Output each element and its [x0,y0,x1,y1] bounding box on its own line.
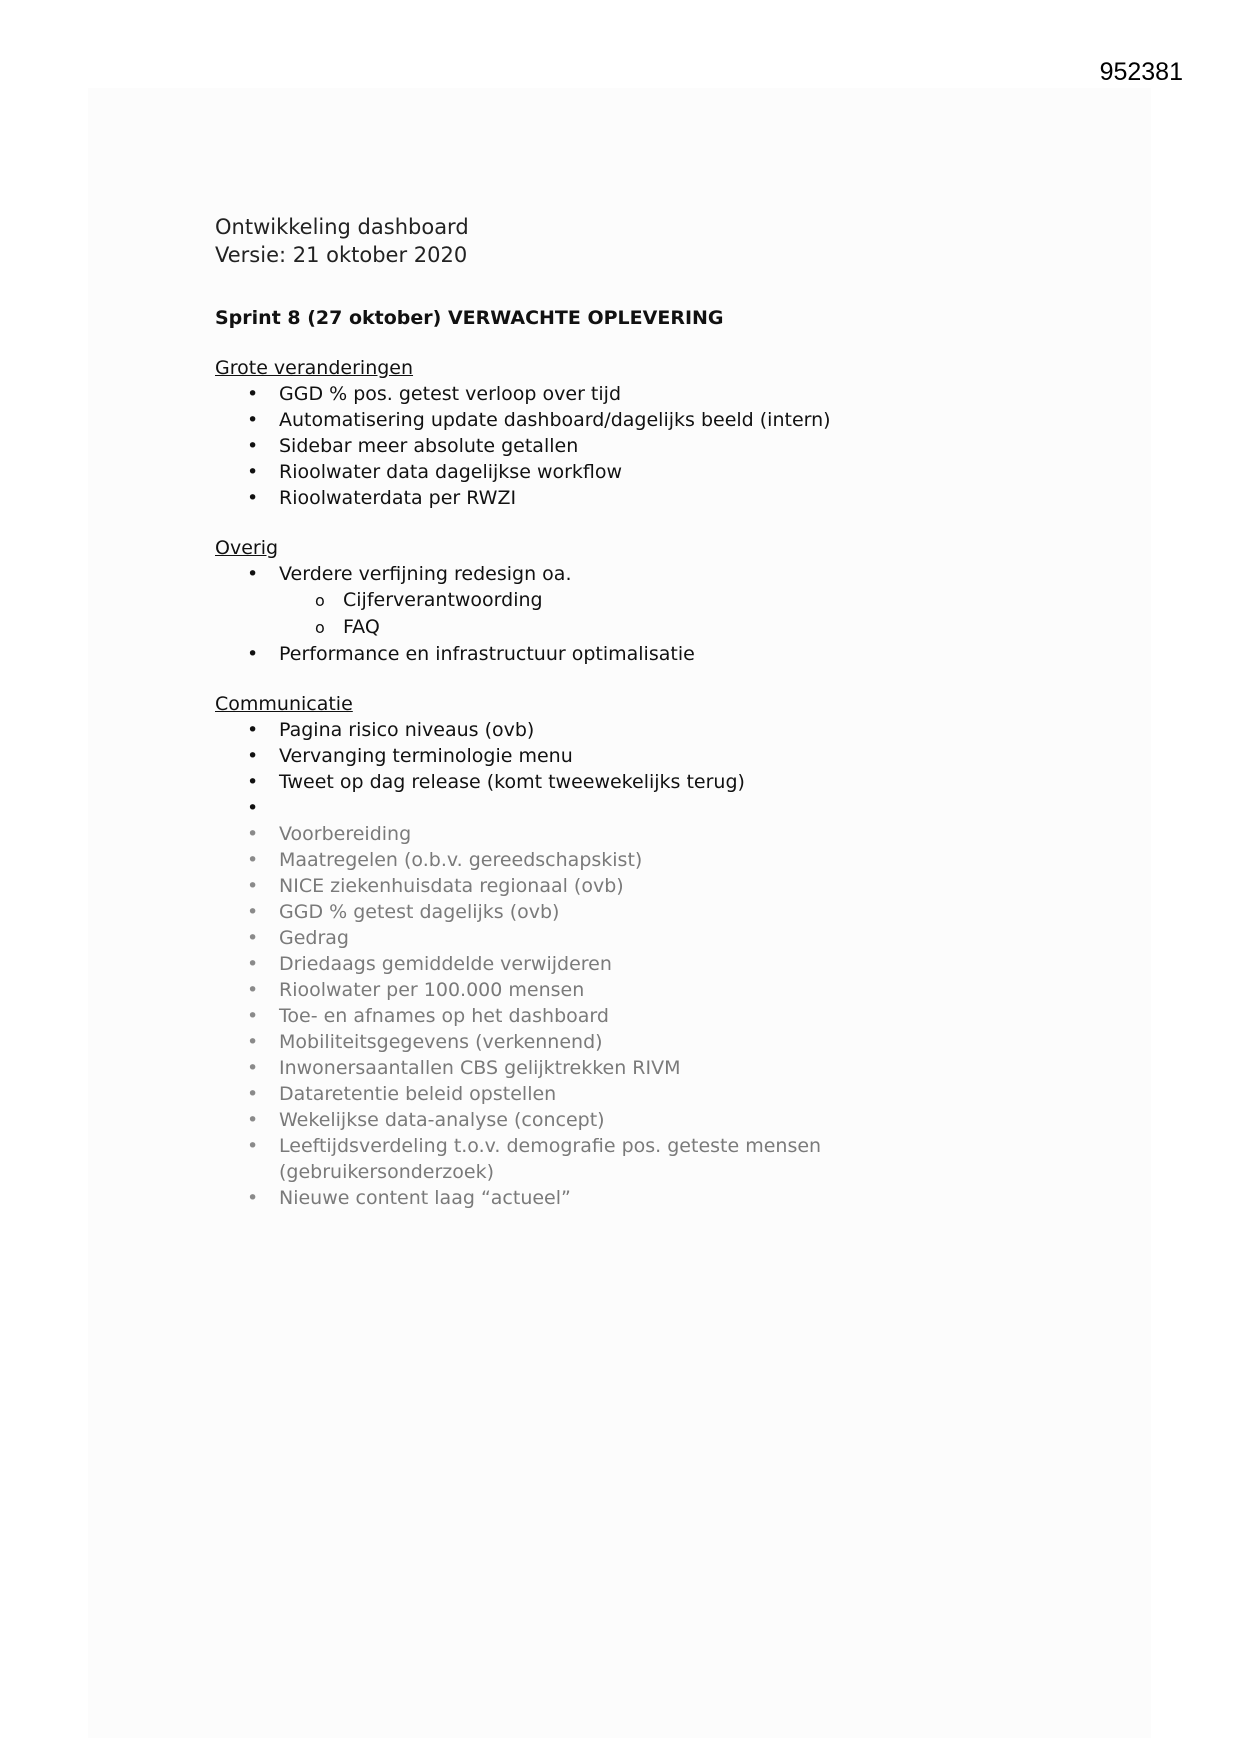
list-item: • GGD % pos. getest verloop over tijd [215,381,1035,407]
list-item: • Rioolwaterdata per RWZI [215,485,1035,511]
list-item-faded: • NICE ziekenhuisdata regionaal (ovb) [215,873,1035,899]
section-heading-overig: Overig [215,537,279,559]
sub-list-item: o Cijferverantwoording [279,587,1035,614]
list-item: • Performance en infrastructuur optimalisatie [215,641,1035,667]
list-item [215,561,1035,641]
list-item-text: Verdere verfijning redesign oa. [279,563,572,585]
section-heading-grote-veranderingen: Grote veranderingen [215,357,414,379]
sub-list [279,587,1035,641]
list-item: • Pagina risico niveaus (ovb) [215,717,1035,743]
document-version: Versie: 21 oktober 2020 [215,243,468,267]
list-item: • Vervanging terminologie menu [215,743,1035,769]
document-title: Ontwikkeling dashboard [215,215,469,239]
list-item: • Sidebar meer absolute getallen [215,433,1035,459]
list-item-faded: • Driedaags gemiddelde verwijderen [215,951,1035,977]
list-item-faded: • Rioolwater per 100.000 mensen [215,977,1035,1003]
list-item-faded: • Dataretentie beleid opstellen [215,1081,1035,1107]
list-item: • Automatisering update dashboard/dagelijks beeld (intern) [215,407,1035,433]
empty-list-item [215,795,1035,821]
list-item-faded: • Nieuwe content laag “actueel” [215,1185,1035,1211]
list-item-faded: • GGD % getest dagelijks (ovb) [215,899,1035,925]
sub-list-item: o FAQ [279,614,1035,641]
document-body [215,213,1035,1211]
list-communicatie [215,717,1035,1211]
list-item-faded: • Maatregelen (o.b.v. gereedschapskist) [215,847,1035,873]
list-overig [215,561,1035,667]
list-item: • Tweet op dag release (komt tweewekelijks terug) [215,769,1035,795]
list-item-faded: • Mobiliteitsgegevens (verkennend) [215,1029,1035,1055]
list-item-faded: • Leeftijdsverdeling t.o.v. demografie pos. geteste mensen (gebruikersonderzoek) [215,1133,1035,1185]
list-item-faded: • Voorbereiding [215,821,1035,847]
sprint-heading: Sprint 8 (27 oktober) VERWACHTE OPLEVERING [215,307,724,329]
list-item: • Rioolwater data dagelijkse workflow [215,459,1035,485]
list-item-faded: • Gedrag [215,925,1035,951]
list-grote-veranderingen [215,381,1035,511]
list-item-faded: • Wekelijkse data-analyse (concept) [215,1107,1035,1133]
list-item-faded: • Toe- en afnames op het dashboard [215,1003,1035,1029]
list-item-faded: • Inwonersaantallen CBS gelijktrekken RIVM [215,1055,1035,1081]
document-id: 952381 [1099,58,1183,86]
section-heading-communicatie: Communicatie [215,693,353,715]
